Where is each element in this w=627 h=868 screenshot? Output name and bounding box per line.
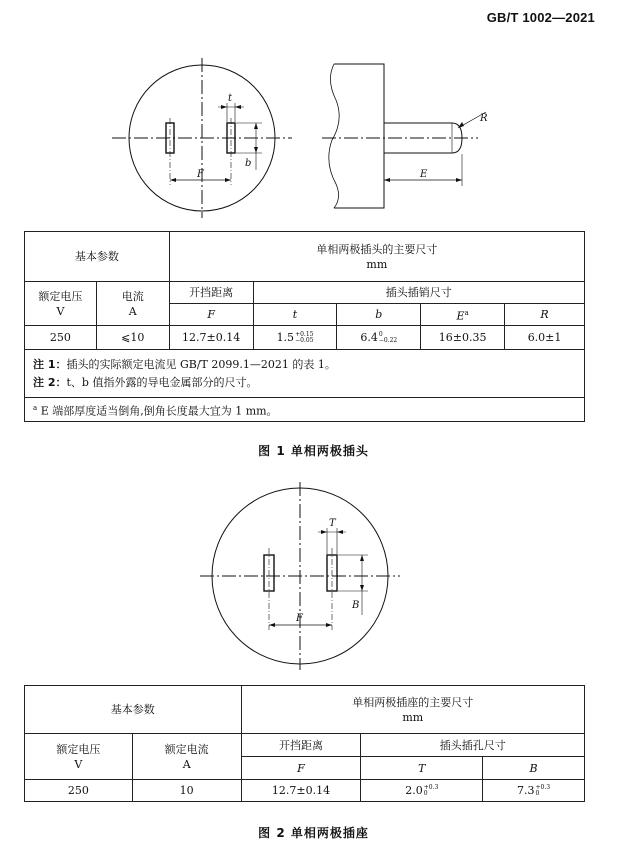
- sym-r: R: [505, 304, 585, 326]
- sym-f-2: F: [241, 757, 361, 780]
- fig2-socket-drawing: [0, 470, 627, 670]
- value-r: 6.0±1: [505, 326, 585, 350]
- fig1-plug-drawing: [0, 0, 627, 225]
- sym-t: t: [253, 304, 337, 326]
- current-header: 电流 A: [96, 282, 169, 326]
- main-dims-header-2: 单相两极插座的主要尺寸 mm: [241, 686, 584, 734]
- fig1-table: [24, 231, 585, 422]
- notes-cell: 注 1：插头的实际额定电流见 GB/T 2099.1—2021 的表 1。 注 2：t、b 值指外露的导电金属部分的尺寸。: [25, 350, 585, 398]
- value-b: 6.4 0 −0.22: [337, 326, 421, 350]
- label-e: E: [420, 169, 428, 180]
- sym-t-upper: T: [361, 757, 483, 780]
- sym-b-upper: B: [483, 757, 585, 780]
- sym-e: $E^a$: [421, 304, 505, 326]
- fig2-table: [24, 685, 585, 802]
- basic-params-header-2: 基本参数: [25, 686, 242, 734]
- label-t: t: [228, 93, 233, 104]
- label-t-upper: T: [329, 518, 336, 529]
- basic-params-header: 基本参数: [25, 232, 170, 282]
- value-f-2: 12.7±0.14: [241, 780, 361, 802]
- pin-dims-header: 插头插销尺寸: [253, 282, 584, 304]
- fig1-caption: 图 1 单相两极插头: [258, 444, 369, 458]
- sym-b: b: [337, 304, 421, 326]
- value-f: 12.7±0.14: [169, 326, 253, 350]
- voltage-header: 额定电压 V: [25, 282, 97, 326]
- spacing-header: 开挡距离: [169, 282, 253, 304]
- standard-number: GB/T 1002—2021: [486, 10, 595, 25]
- voltage-header-2: 额定电压 V: [25, 734, 133, 780]
- label-f2: F: [296, 613, 303, 624]
- hole-dims-header: 插头插孔尺寸: [361, 734, 585, 757]
- fig2-caption: 图 2 单相两极插座: [258, 826, 369, 840]
- label-r: R: [480, 113, 488, 124]
- label-b-upper: B: [352, 600, 360, 611]
- current-header-2: 额定电流 A: [132, 734, 241, 780]
- main-dims-header: 单相两极插头的主要尺寸 mm: [169, 232, 584, 282]
- value-t: 1.5 +0.15 −0.05: [253, 326, 337, 350]
- value-b-upper: 7.3 +0.3 0: [483, 780, 585, 802]
- value-t-upper: 2.0 +0.3 0: [361, 780, 483, 802]
- value-current-2: 10: [132, 780, 241, 802]
- label-f: F: [197, 169, 204, 180]
- value-e: 16±0.35: [421, 326, 505, 350]
- sym-f: F: [169, 304, 253, 326]
- value-voltage: 250: [25, 326, 97, 350]
- footnote-cell: $^a$ E 端部厚度适当倒角,倒角长度最大宜为 1 mm。: [25, 398, 585, 422]
- value-current: ⩽10: [96, 326, 169, 350]
- value-voltage-2: 250: [25, 780, 133, 802]
- spacing-header-2: 开挡距离: [241, 734, 361, 757]
- label-b: b: [245, 158, 252, 169]
